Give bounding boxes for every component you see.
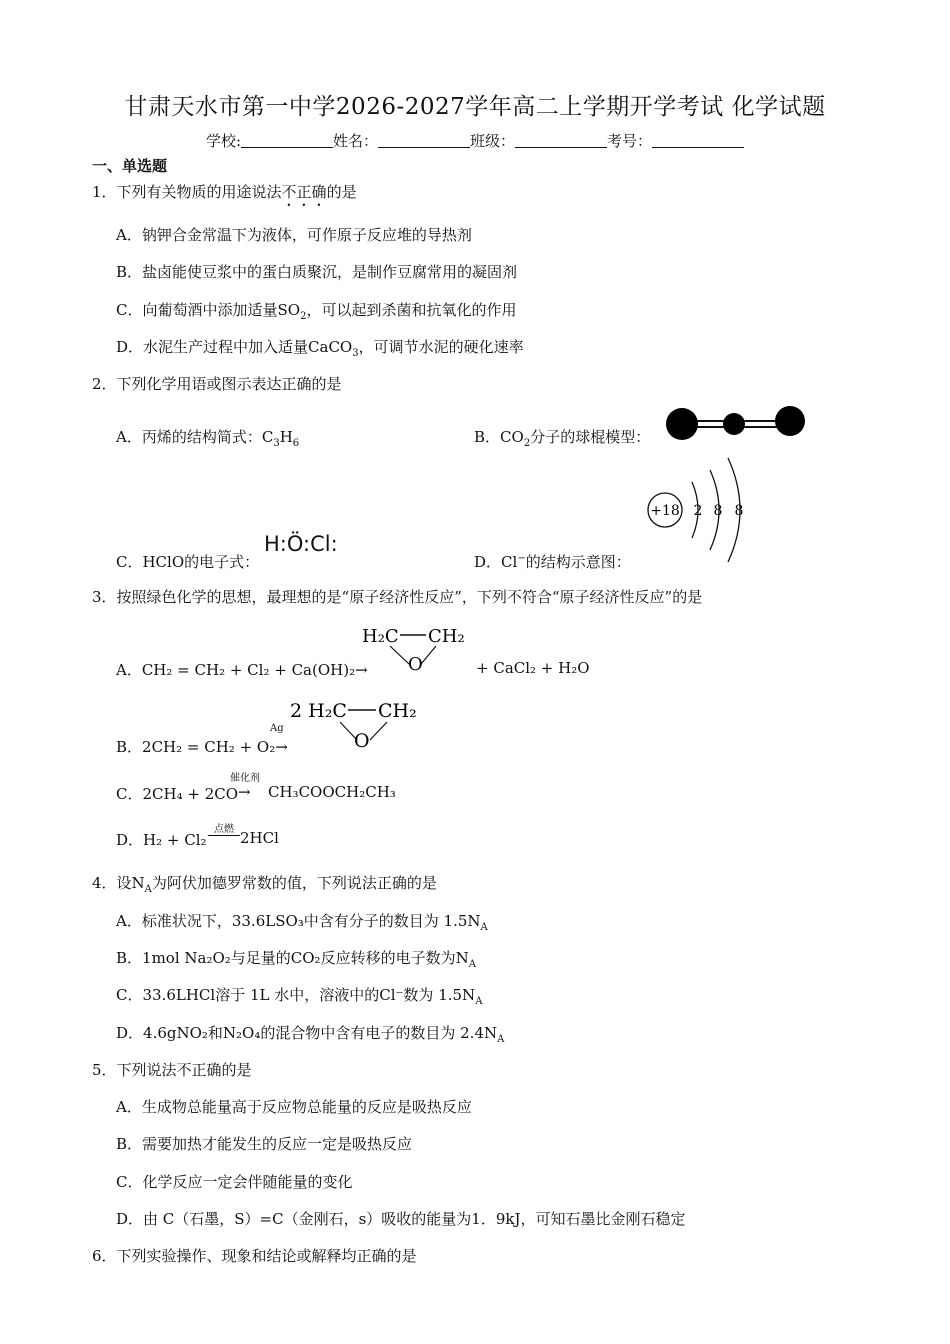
- question-5-option-d: D．由 C（石墨，S）=C（金刚石，s）吸收的能量为1．9kJ，可知石墨比金刚石稳定: [116, 1210, 686, 1228]
- question-4-option-a: A．标准状况下，33.6LSO₃中含有分子的数目为 $1.5N_A$: [116, 912, 488, 933]
- question-2-stem: 2．下列化学用语或图示表达正确的是: [92, 375, 342, 393]
- question-3-stem: 3．按照绿色化学的思想，最理想的是“原子经济性反应”，下列不符合“原子经济性反应”的是: [92, 588, 703, 606]
- question-4-option-b: B．1mol Na₂O₂与足量的CO₂反应转移的电子数为$N_A$: [116, 949, 476, 970]
- name-label: 姓名：: [333, 132, 379, 150]
- ring-right-group: CH₂: [428, 626, 465, 647]
- question-5-stem: 5．下列说法不正确的是: [92, 1061, 252, 1079]
- ring-oxygen: O: [408, 654, 423, 672]
- shell-3-electrons: 8: [734, 503, 744, 519]
- question-5-option-a: A．生成物总能量高于反应物总能量的反应是吸热反应: [116, 1098, 472, 1116]
- co2-ball-stick-model: [660, 402, 810, 448]
- ring-right-group-b: CH₂: [378, 700, 417, 722]
- hclo-electron-formula: H:Ö:Cl:: [264, 532, 338, 556]
- question-2-option-d: D．Cl−的结构示意图：: [474, 553, 631, 571]
- ring-left-group: H₂C: [362, 626, 399, 647]
- question-1-option-c: C．向葡萄酒中添加适量$SO_2$，可以起到杀菌和抗氧化的作用: [116, 301, 517, 322]
- name-blank: [378, 132, 470, 148]
- question-4-option-d: D．4.6gNO₂和N₂O₄的混合物中含有电子的数目为 $2.4N_A$: [116, 1024, 505, 1045]
- cl-ion-structure-diagram: [640, 452, 755, 564]
- question-3-option-c: C．2CH₄ + 2CO: [116, 785, 239, 803]
- number-blank: [652, 132, 744, 148]
- question-1-option-b: B．盐卤能使豆浆中的蛋白质聚沉，是制作豆腐常用的凝固剂: [116, 263, 518, 281]
- nucleus-charge: +18: [650, 503, 680, 519]
- question-3-option-a-products: + CaCl₂ + H₂O: [476, 659, 590, 677]
- question-3-option-d: D．H₂ + Cl₂: [116, 831, 207, 849]
- class-blank: [515, 132, 607, 148]
- shell-2-electrons: 8: [713, 503, 723, 519]
- epoxide-structure-b: [288, 693, 423, 751]
- question-3-option-d-product: 2HCl: [240, 829, 279, 847]
- student-info-line: [0, 130, 950, 151]
- section-title: 一、单选题: [92, 157, 168, 175]
- ring-oxygen-b: O: [354, 730, 370, 751]
- exam-title: 甘肃天水市第一中学2026-2027学年高二上学期开学考试 化学试题: [124, 94, 826, 120]
- question-4-option-c: C．33.6LHCl溶于 1L 水中，溶液中的Cl⁻数为 $1.5N_A$: [116, 986, 483, 1007]
- number-label: 考号：: [607, 132, 653, 150]
- question-3-option-b: B．2CH₂ = CH₂ + O₂→: [116, 738, 288, 756]
- question-5-option-c: C．化学反应一定会伴随能量的变化: [116, 1173, 353, 1191]
- question-4-stem: 4．设$N_A$为阿伏加德罗常数的值，下列说法正确的是: [92, 874, 437, 895]
- question-6-stem: 6．下列实验操作、现象和结论或解释均正确的是: [92, 1247, 417, 1265]
- question-2-option-a: A．丙烯的结构简式：$C_3H_6$: [116, 428, 300, 449]
- question-5-option-b: B．需要加热才能发生的反应一定是吸热反应: [116, 1135, 413, 1153]
- question-1-stem: 1．下列有关物质的用途说法不正确的是: [92, 183, 357, 201]
- shell-1-electrons: 2: [693, 503, 703, 519]
- question-3-option-b-catalyst: Ag: [270, 723, 284, 734]
- question-2-option-b: B．$CO_2$分子的球棍模型：: [474, 428, 651, 449]
- question-3-option-d-condition: 点燃: [208, 824, 240, 836]
- epoxide-structure-a: [360, 620, 475, 672]
- question-1-option-a: A．钠钾合金常温下为液体，可作原子反应堆的导热剂: [116, 226, 472, 244]
- school-label: 学校:: [205, 132, 241, 150]
- question-3-option-a: A．CH₂ = CH₂ + Cl₂ + Ca(OH)₂→: [116, 661, 368, 679]
- question-2-option-c: C．HClO的电子式：: [116, 553, 260, 571]
- question-1-option-d: D．水泥生产过程中加入适量CaCO$_3$，可调节水泥的硬化速率: [116, 338, 524, 359]
- question-3-option-c-product: CH₃COOCH₂CH₃: [268, 783, 396, 801]
- ring-left-group-b: 2 H₂C: [290, 700, 347, 722]
- class-label: 班级：: [470, 132, 516, 150]
- question-3-option-c-arrow: →: [238, 783, 251, 801]
- school-blank: [241, 132, 333, 148]
- question-3-option-c-catalyst: 催化剂: [230, 773, 260, 784]
